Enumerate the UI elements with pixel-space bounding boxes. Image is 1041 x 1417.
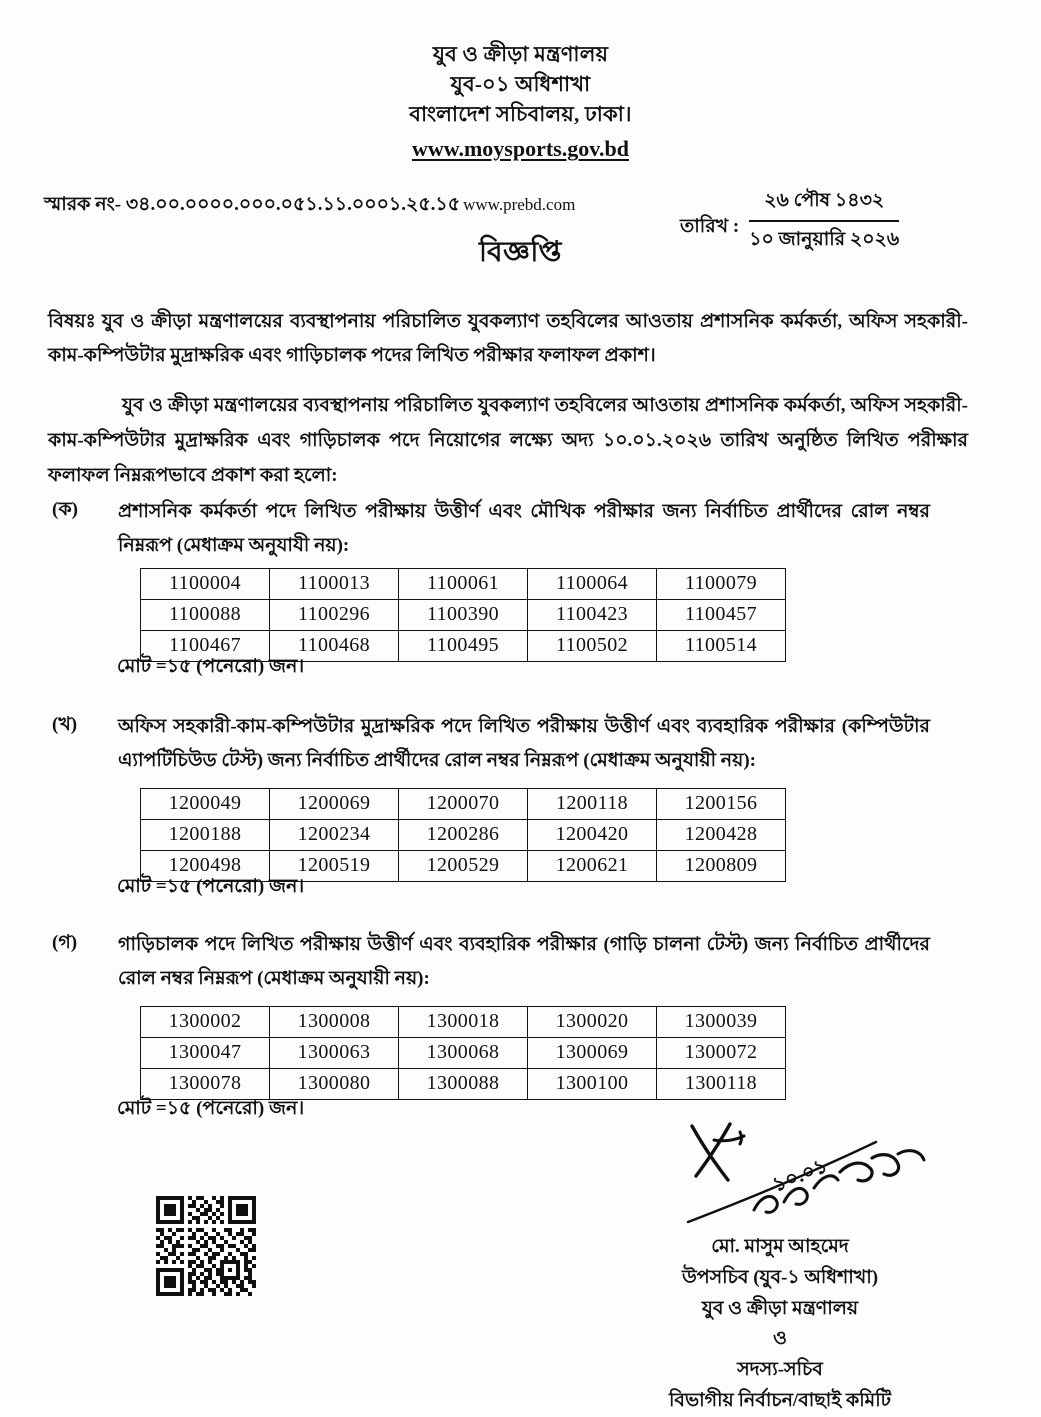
section-ka-text: প্রশাসনিক কর্মকর্তা পদে লিখিত পরীক্ষায় উত্তীর্ণ এবং মৌখিক পরীক্ষার জন্য নির্বাচিত প্রার্থীদের রোল নম্বর নিম্নরূপ (মেধাক্রম অনুযাযী নয়): [118, 501, 930, 557]
roll-cell: 1100004 [141, 569, 270, 600]
roll-cell: 1100064 [528, 569, 657, 600]
signatory-role: সদস্য-সচিব [737, 1359, 823, 1381]
roll-cell: 1100468 [270, 631, 399, 662]
signatory-ministry: যুব ও ক্রীড়া মন্ত্রণালয় [701, 1297, 859, 1319]
section-ka-marker: (ক) [52, 499, 78, 520]
source-watermark: www.prebd.com [463, 195, 576, 214]
roll-cell: 1200420 [528, 820, 657, 851]
roll-cell: 1200070 [399, 789, 528, 820]
roll-cell: 1300018 [399, 1007, 528, 1038]
roll-cell: 1100061 [399, 569, 528, 600]
roll-cell: 1300047 [141, 1038, 270, 1069]
total-ga: মোট =১৫ (পনেরো) জন। [117, 1098, 305, 1119]
roll-cell: 1200428 [657, 820, 786, 851]
roll-cell: 1200049 [141, 789, 270, 820]
signatory-designation: উপসচিব (যুব-১ অধিশাখা) [681, 1266, 879, 1288]
section-kha-text: অফিস সহকারী-কাম-কম্পিউটার মুদ্রাক্ষরিক পদে লিখিত পরীক্ষায় উত্তীর্ণ এবং ব্যবহারিক পরীক্ষার (কম্পিউটার এ্যাপটিচিউড টেস্ট) জন্য নির্বাচিত প্রার্থীদের রোল নম্বর নিম্নরূপ (মেধাক্রম অনুযায়ী নয়): [118, 716, 930, 772]
address-line: বাংলাদেশ সচিবালয়, ঢাকা। [409, 101, 632, 126]
date-bengali-calendar: ২৬ পৌষ ১৪৩২ [749, 186, 899, 222]
roll-cell: 1300118 [657, 1069, 786, 1100]
roll-cell: 1300020 [528, 1007, 657, 1038]
roll-cell: 1200118 [528, 789, 657, 820]
date-gregorian: ১০ জানুয়ারি ২০২৬ [749, 229, 900, 250]
roll-cell: 1200498 [141, 851, 270, 882]
table-row [141, 569, 786, 600]
ministry-name: যুব ও ক্রীড়া মন্ত্রণালয় [432, 42, 609, 66]
signature-block [560, 1232, 1000, 1417]
roll-cell: 1300078 [141, 1069, 270, 1100]
roll-cell: 1300080 [270, 1069, 399, 1100]
roll-cell: 1300008 [270, 1007, 399, 1038]
roll-cell: 1100495 [399, 631, 528, 662]
memo-number [44, 190, 575, 222]
signatory-name: মো. মাসুম আহমেদ [711, 1236, 849, 1257]
roll-cell: 1200188 [141, 820, 270, 851]
table-row [141, 789, 786, 820]
section-ga-text: গাড়িচালক পদে লিখিত পরীক্ষায় উত্তীর্ণ এবং ব্যবহারিক পরীক্ষার (গাড়ি চালনা টেস্ট) জন্য নির্বাচিত প্রার্থীদের রোল নম্বর নিম্নরূপ (মেধাক্রম অনুযায়ী নয়): [118, 934, 930, 990]
roll-cell: 1300068 [399, 1038, 528, 1069]
table-row [141, 1038, 786, 1069]
roll-cell: 1200621 [528, 851, 657, 882]
signatory-conjunction: ও [773, 1328, 787, 1350]
roll-table-ga [140, 1006, 786, 1100]
roll-cell: 1200529 [399, 851, 528, 882]
roll-table-kha [140, 788, 786, 882]
roll-cell: 1200809 [657, 851, 786, 882]
roll-cell: 1200286 [399, 820, 528, 851]
roll-cell: 1100514 [657, 631, 786, 662]
roll-cell: 1300100 [528, 1069, 657, 1100]
roll-cell: 1100296 [270, 600, 399, 631]
total-ka: মোট =১৫ (পনেরো) জন। [117, 656, 305, 677]
roll-cell: 1100013 [270, 569, 399, 600]
roll-cell: 1100390 [399, 600, 528, 631]
ministry-website-link[interactable]: www.moysports.gov.bd [412, 136, 629, 162]
memo-number-text: স্মারক নং- ৩৪.০০.০০০০.০০০.০৫১.১১.০০০১.২৫.১৫ [44, 194, 461, 215]
subject-text: যুব ও ক্রীড়া মন্ত্রণালয়ের ব্যবস্থাপনায় পরিচালিত যুবকল্যাণ তহবিলের আওতায় প্রশাসনিক কর্মকর্তা, অফিস সহকারী-কাম-কম্পিউটার মুদ্রাক্ষরিক এবং গাড়িচালক পদের লিখিত পরীক্ষার ফলাফল প্রকাশ। [48, 311, 968, 366]
roll-cell: 1100079 [657, 569, 786, 600]
body-paragraph: যুব ও ক্রীড়া মন্ত্রণালয়ের ব্যবস্থাপনায় পরিচালিত যুবকল্যাণ তহবিলের আওতায় প্রশাসনিক কর্মকর্তা, অফিস সহকারী-কাম-কম্পিউটার মুদ্রাক্ষরিক এবং গাড়িচালক পদে নিয়োগের লক্ষ্যে অদ্য ১০.০১.২০২৬ তারিখ অনুষ্ঠিত লিখিত পরীক্ষার ফলাফল নিম্নরূপভাবে প্রকাশ করা হলো: [48, 395, 968, 487]
page-title: বিজ্ঞপ্তি [479, 237, 562, 268]
subject-line [48, 305, 968, 373]
roll-table-ka [140, 568, 786, 662]
roll-cell: 1200069 [270, 789, 399, 820]
roll-cell: 1300088 [399, 1069, 528, 1100]
roll-cell: 1200519 [270, 851, 399, 882]
roll-cell: 1200156 [657, 789, 786, 820]
table-row [141, 600, 786, 631]
total-kha: মোট =১৫ (পনেরো) জন। [117, 876, 305, 897]
table-row [141, 1007, 786, 1038]
roll-cell: 1100502 [528, 631, 657, 662]
roll-cell: 1300069 [528, 1038, 657, 1069]
subject-label: বিষয়ঃ [48, 311, 96, 332]
signatory-committee: বিভাগীয় নির্বাচন/বাছাই কমিটি [668, 1389, 892, 1411]
table-row [141, 820, 786, 851]
roll-cell: 1200234 [270, 820, 399, 851]
roll-cell: 1300039 [657, 1007, 786, 1038]
roll-cell: 1300072 [657, 1038, 786, 1069]
roll-cell: 1100457 [657, 600, 786, 631]
roll-cell: 1100088 [141, 600, 270, 631]
branch-name: যুব-০১ অধিশাখা [450, 71, 591, 96]
section-ga-marker: (গ) [52, 932, 78, 953]
qr-code-icon [156, 1196, 256, 1296]
roll-cell: 1100467 [141, 631, 270, 662]
roll-cell: 1100423 [528, 600, 657, 631]
roll-cell: 1300002 [141, 1007, 270, 1038]
section-kha-marker: (খ) [52, 714, 78, 735]
signature-date-text: ১০.০১ [769, 1154, 831, 1197]
letterhead [0, 40, 1041, 165]
handwritten-signature-icon [680, 1118, 940, 1238]
date-label: তারিখ : [680, 215, 740, 237]
roll-cell: 1300063 [270, 1038, 399, 1069]
memo-and-date-row [0, 186, 1041, 250]
